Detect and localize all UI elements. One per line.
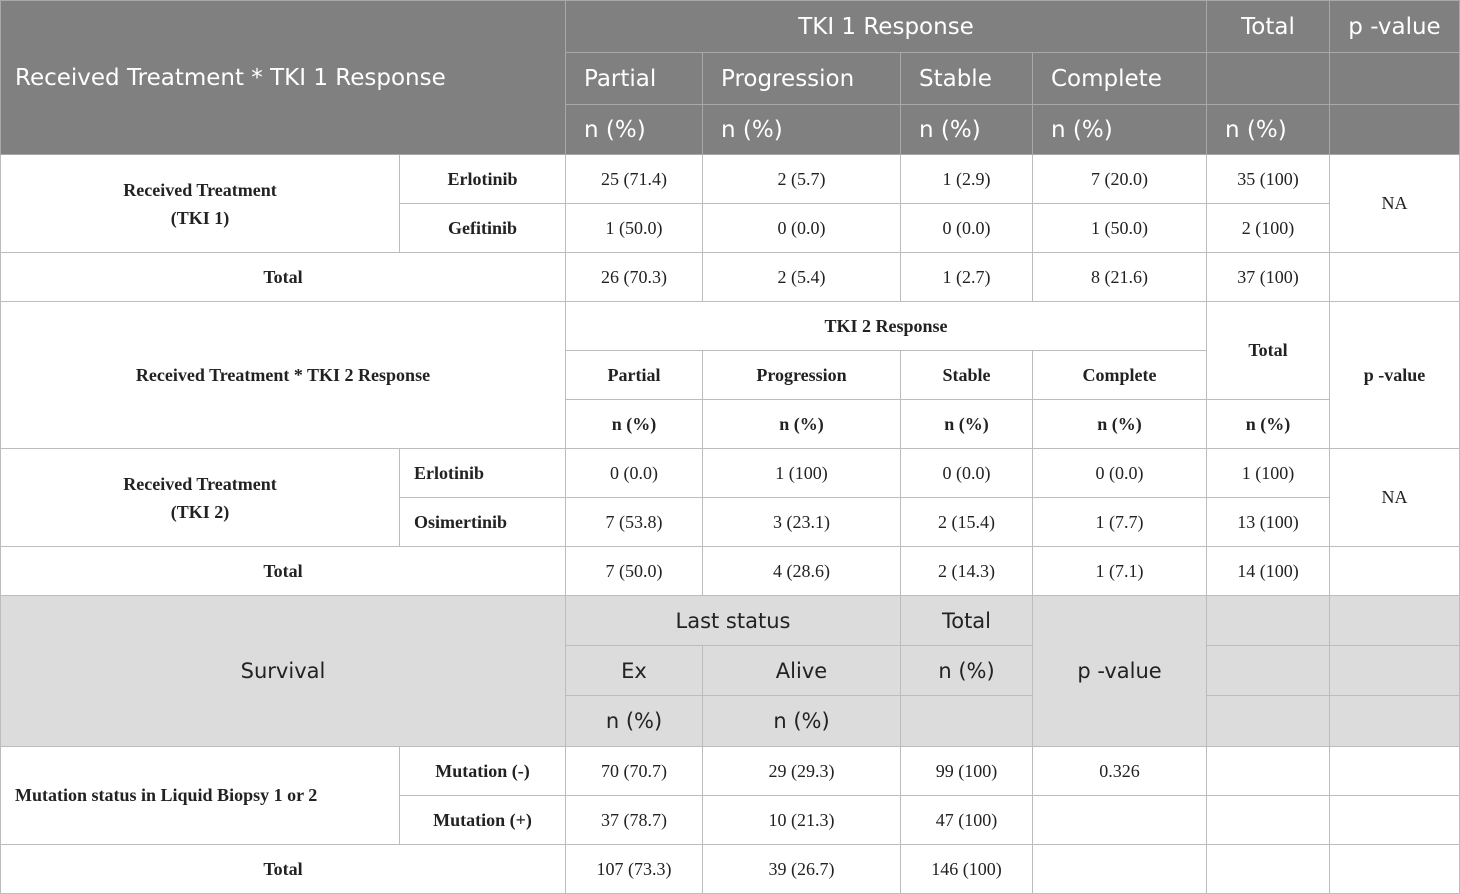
s2-row-erlotinib (1, 449, 1460, 498)
s1-empty-2 (1330, 53, 1460, 105)
table-cell-total: 2 (100) (1207, 204, 1330, 253)
s1-header-row-1 (1, 1, 1460, 53)
table-cell: 0 (0.0) (1033, 449, 1207, 498)
table-cell: 3 (23.1) (703, 498, 901, 547)
s2-col-complete: Complete (1033, 351, 1207, 400)
s3-total-empty (1033, 845, 1207, 894)
s1-empty-3 (1330, 105, 1460, 155)
s1-unit-1: n (%) (566, 105, 703, 155)
s2-unit-2: n (%) (703, 400, 901, 449)
table-cell: 1 (7.7) (1033, 498, 1207, 547)
table-cell: 2 (15.4) (901, 498, 1033, 547)
s3-status-group: Last status (566, 596, 901, 646)
table-cell: 2 (5.7) (703, 155, 901, 204)
s2-row-label: Osimertinib (400, 498, 566, 547)
table-cell: 37 (78.7) (566, 796, 703, 845)
table-cell: 29 (29.3) (703, 747, 901, 796)
s3-empty-1 (1207, 596, 1330, 646)
s3-col-alive: Alive (703, 646, 901, 696)
s1-col-partial: Partial (566, 53, 703, 105)
s2-col-stable: Stable (901, 351, 1033, 400)
s1-total-label: Total (1, 253, 566, 302)
s2-row-label: Erlotinib (400, 449, 566, 498)
s3-total-empty (1330, 845, 1460, 894)
table-cell: 2 (5.4) (703, 253, 901, 302)
s2-pvalue-header: p -value (1330, 302, 1460, 449)
table-cell: 1 (50.0) (1033, 204, 1207, 253)
table-cell: 1 (2.9) (901, 155, 1033, 204)
s1-response-group: TKI 1 Response (566, 1, 1207, 53)
table-cell: 0 (0.0) (901, 204, 1033, 253)
table-cell: 0 (0.0) (566, 449, 703, 498)
table-cell: 10 (21.3) (703, 796, 901, 845)
table-cell-total: 35 (100) (1207, 155, 1330, 204)
s3-header-row-1 (1, 596, 1460, 646)
table-cell: 26 (70.3) (566, 253, 703, 302)
s1-group-label-line2: (TKI 1) (170, 207, 230, 228)
table-cell-total: 1 (100) (1207, 449, 1330, 498)
table-cell: 70 (70.7) (566, 747, 703, 796)
s3-body-empty (1330, 747, 1460, 796)
s3-title: Survival (1, 596, 566, 747)
table-cell: 1 (2.7) (901, 253, 1033, 302)
s3-row-mutation-neg (1, 747, 1460, 796)
s1-col-complete: Complete (1033, 53, 1207, 105)
s2-col-progression: Progression (703, 351, 901, 400)
s3-body-empty (1207, 796, 1330, 845)
s2-unit-total: n (%) (1207, 400, 1330, 449)
s2-group-label-line2: (TKI 2) (170, 501, 230, 522)
s3-empty-6 (1207, 696, 1330, 747)
table-cell: 1 (100) (703, 449, 901, 498)
s3-row-label: Mutation (+) (400, 796, 566, 845)
s1-group-label (1, 155, 400, 253)
s2-header-row-1 (1, 302, 1460, 351)
table-cell-total: 146 (100) (901, 845, 1033, 894)
s1-total-row (1, 253, 1460, 302)
s3-row-label: Mutation (-) (400, 747, 566, 796)
s1-total-header: Total (1207, 1, 1330, 53)
table-cell: 25 (71.4) (566, 155, 703, 204)
s2-response-group: TKI 2 Response (566, 302, 1207, 351)
s3-total-empty (1207, 845, 1330, 894)
s1-row-erlotinib (1, 155, 1460, 204)
table-cell: 0 (0.0) (901, 449, 1033, 498)
table-cell-total: 13 (100) (1207, 498, 1330, 547)
s3-pvalue: 0.326 (1033, 747, 1207, 796)
s1-title: Received Treatment * TKI 1 Response (1, 1, 566, 155)
s3-unit-total: n (%) (901, 646, 1033, 696)
s2-unit-3: n (%) (901, 400, 1033, 449)
table-cell-total: 37 (100) (1207, 253, 1330, 302)
table-cell: 7 (53.8) (566, 498, 703, 547)
s3-unit-1: n (%) (566, 696, 703, 747)
s3-empty-7 (1330, 696, 1460, 747)
s3-body-empty (1330, 796, 1460, 845)
s1-row-label: Erlotinib (400, 155, 566, 204)
s3-empty-4 (1330, 646, 1460, 696)
s1-unit-4: n (%) (1033, 105, 1207, 155)
s2-title: Received Treatment * TKI 2 Response (1, 302, 566, 449)
table-cell: 2 (14.3) (901, 547, 1033, 596)
table-cell: 1 (50.0) (566, 204, 703, 253)
table-cell: 39 (26.7) (703, 845, 901, 894)
s3-col-ex: Ex (566, 646, 703, 696)
s2-total-header: Total (1207, 302, 1330, 400)
s3-total-header: Total (901, 596, 1033, 646)
s1-unit-total: n (%) (1207, 105, 1330, 155)
s3-body-empty (1207, 747, 1330, 796)
table-cell-total: 99 (100) (901, 747, 1033, 796)
s2-pvalue: NA (1330, 449, 1460, 547)
s2-total-label: Total (1, 547, 566, 596)
table-cell: 8 (21.6) (1033, 253, 1207, 302)
s2-total-row (1, 547, 1460, 596)
s3-empty-5 (901, 696, 1033, 747)
table-cell: 4 (28.6) (703, 547, 901, 596)
table-cell-total: 47 (100) (901, 796, 1033, 845)
s3-empty-3 (1207, 646, 1330, 696)
s1-pvalue: NA (1330, 155, 1460, 253)
s1-col-progression: Progression (703, 53, 901, 105)
s2-unit-4: n (%) (1033, 400, 1207, 449)
table-cell: 1 (7.1) (1033, 547, 1207, 596)
s1-row-label: Gefitinib (400, 204, 566, 253)
s2-unit-1: n (%) (566, 400, 703, 449)
s2-group-label (1, 449, 400, 547)
table-cell: 107 (73.3) (566, 845, 703, 894)
table-cell: 0 (0.0) (703, 204, 901, 253)
s1-col-stable: Stable (901, 53, 1033, 105)
s1-group-label-line1: Received Treatment (123, 179, 277, 200)
table-cell: 7 (50.0) (566, 547, 703, 596)
s3-unit-2: n (%) (703, 696, 901, 747)
s2-group-label-line1: Received Treatment (123, 473, 277, 494)
s3-pvalue-header: p -value (1033, 596, 1207, 747)
s2-col-partial: Partial (566, 351, 703, 400)
s1-pvalue-header: p -value (1330, 1, 1460, 53)
s3-group-label: Mutation status in Liquid Biopsy 1 or 2 (1, 747, 400, 845)
s1-unit-2: n (%) (703, 105, 901, 155)
s3-total-row (1, 845, 1460, 894)
s1-empty-1 (1207, 53, 1330, 105)
s1-total-empty (1330, 253, 1460, 302)
s3-total-label: Total (1, 845, 566, 894)
s2-total-empty (1330, 547, 1460, 596)
s3-empty-2 (1330, 596, 1460, 646)
s1-unit-3: n (%) (901, 105, 1033, 155)
s3-body-empty (1033, 796, 1207, 845)
table-cell-total: 14 (100) (1207, 547, 1330, 596)
table-cell: 7 (20.0) (1033, 155, 1207, 204)
